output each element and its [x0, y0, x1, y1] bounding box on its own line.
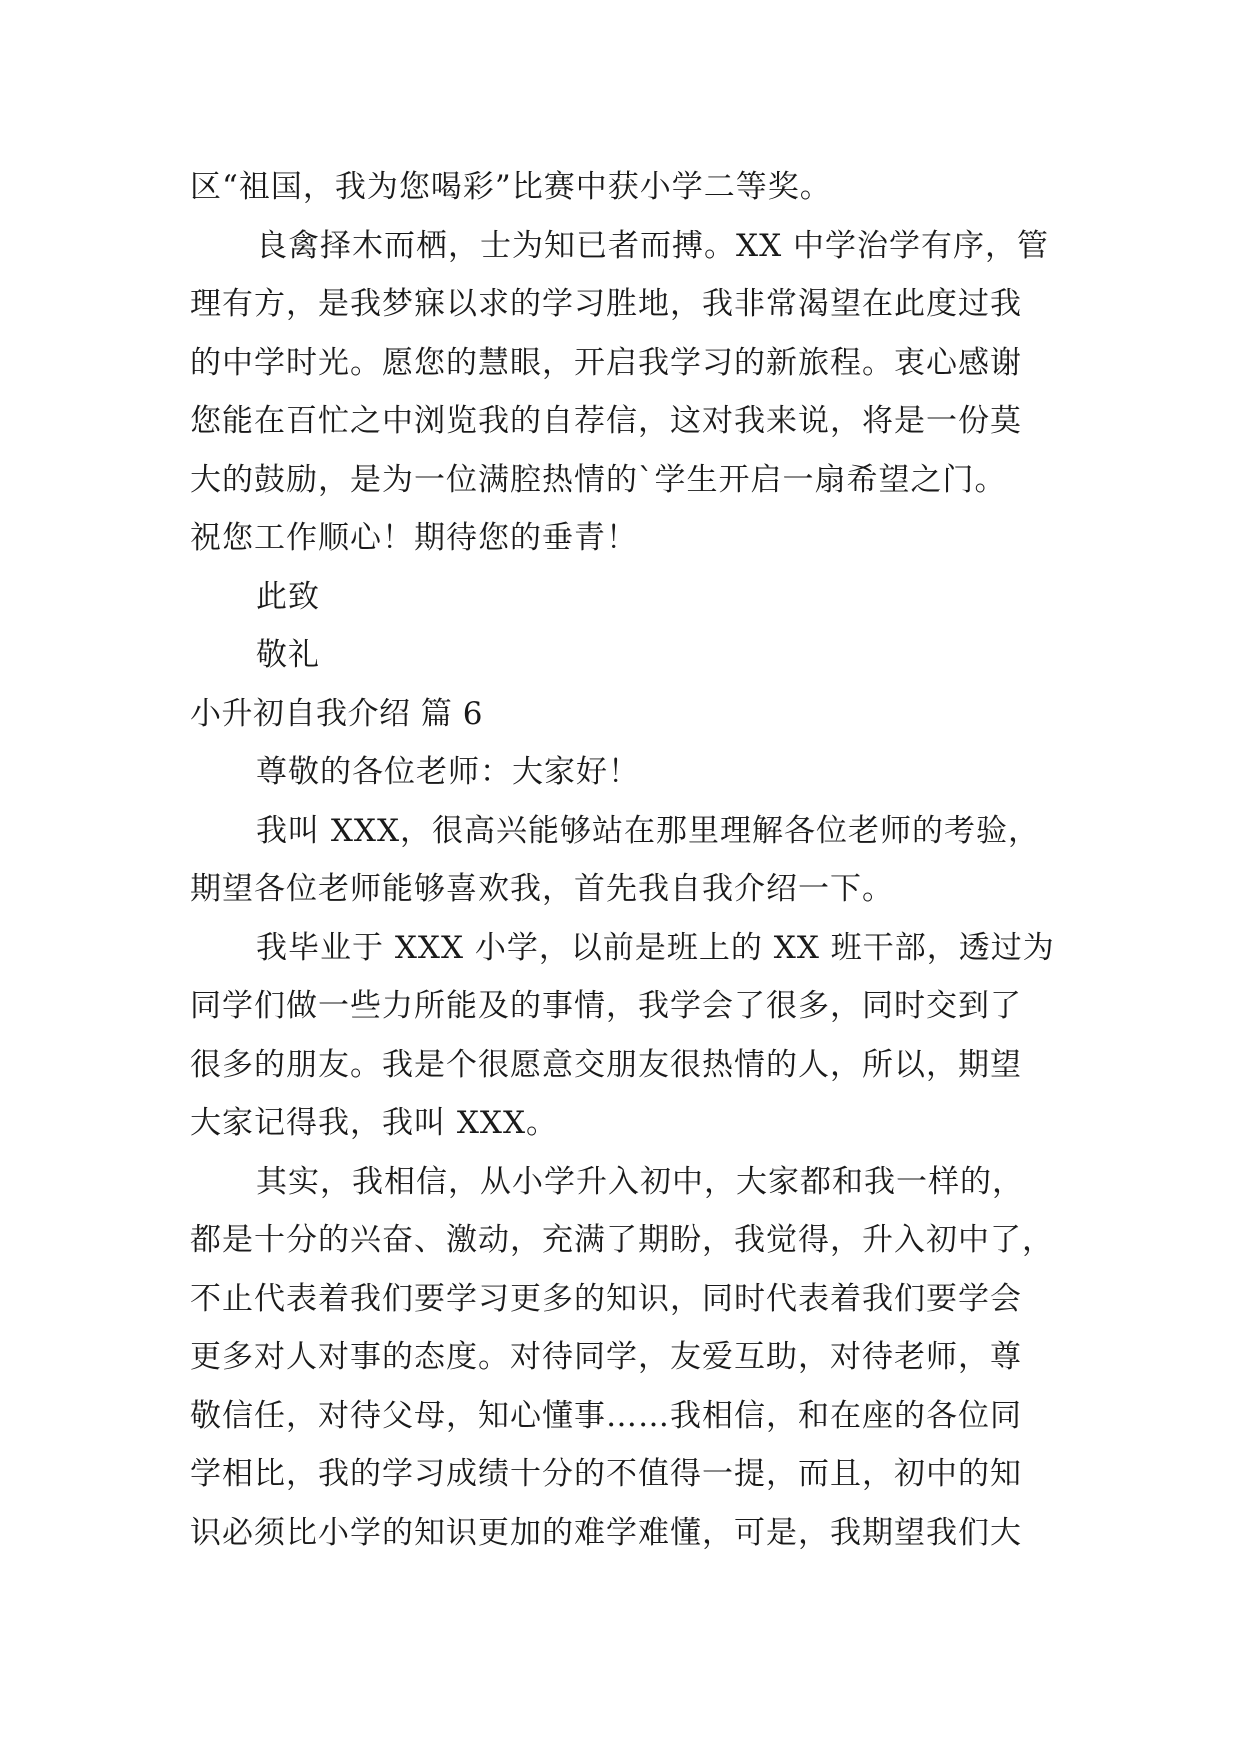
text-line: 期望各位老师能够喜欢我，首先我自我介绍一下。	[190, 871, 894, 907]
text-line: 的中学时光。愿您的慧眼，开启我学习的新旅程。衷心感谢	[190, 344, 1022, 381]
text-line: 其实，我相信，从小学升入初中，大家都和我一样的，	[256, 1163, 1024, 1200]
text-line: 同学们做一些力所能及的事情，我学会了很多，同时交到了	[190, 988, 1022, 1024]
text-line: 理有方，是我梦寐以求的学习胜地，我非常渴望在此度过我	[190, 286, 1022, 322]
text-line: 识必须比小学的知识更加的难学难懂，可是，我期望我们大	[190, 1514, 1022, 1551]
closing-line: 此致	[256, 578, 320, 615]
text-line: 区“祖国，我为您喝彩”比赛中获小学二等奖。	[190, 169, 832, 205]
document-body	[190, 158, 1060, 1562]
text-line: 很多的朋友。我是个很愿意交朋友很热情的人，所以，期望	[190, 1046, 1022, 1083]
text-line: 祝您工作顺心！期待您的垂青！	[190, 520, 638, 556]
text-line: 我叫 XXX，很高兴能够站在那里理解各位老师的考验，	[256, 812, 1041, 849]
text-line: 更多对人对事的态度。对待同学，友爱互助，对待老师，尊	[190, 1339, 1022, 1375]
text-line: 我毕业于 XXX 小学，以前是班上的 XX 班干部，透过为	[256, 929, 1055, 966]
text-line: 学相比，我的学习成绩十分的不值得一提，而且，初中的知	[190, 1456, 1022, 1492]
text-line: 大家记得我，我叫 XXX。	[190, 1105, 559, 1141]
text-line: 都是十分的兴奋、激动，充满了期盼，我觉得，升入初中了，	[190, 1222, 1054, 1258]
text-line: 良禽择木而栖，士为知已者而搏。XX 中学治学有序，管	[256, 227, 1049, 264]
text-line: 大的鼓励，是为一位满腔热情的`学生开启一扇希望之门。	[190, 461, 1007, 498]
text-line: 您能在百忙之中浏览我的自荐信，这对我来说，将是一份莫	[190, 403, 1022, 439]
text-line: 敬信任，对待父母，知心懂事……我相信，和在座的各位同	[190, 1397, 1022, 1434]
text-line: 不止代表着我们要学习更多的知识，同时代表着我们要学会	[190, 1280, 1022, 1317]
section-heading: 小升初自我介绍 篇 6	[190, 695, 483, 732]
closing-line: 敬礼	[256, 637, 320, 673]
greeting-line: 尊敬的各位老师：大家好！	[256, 754, 640, 790]
